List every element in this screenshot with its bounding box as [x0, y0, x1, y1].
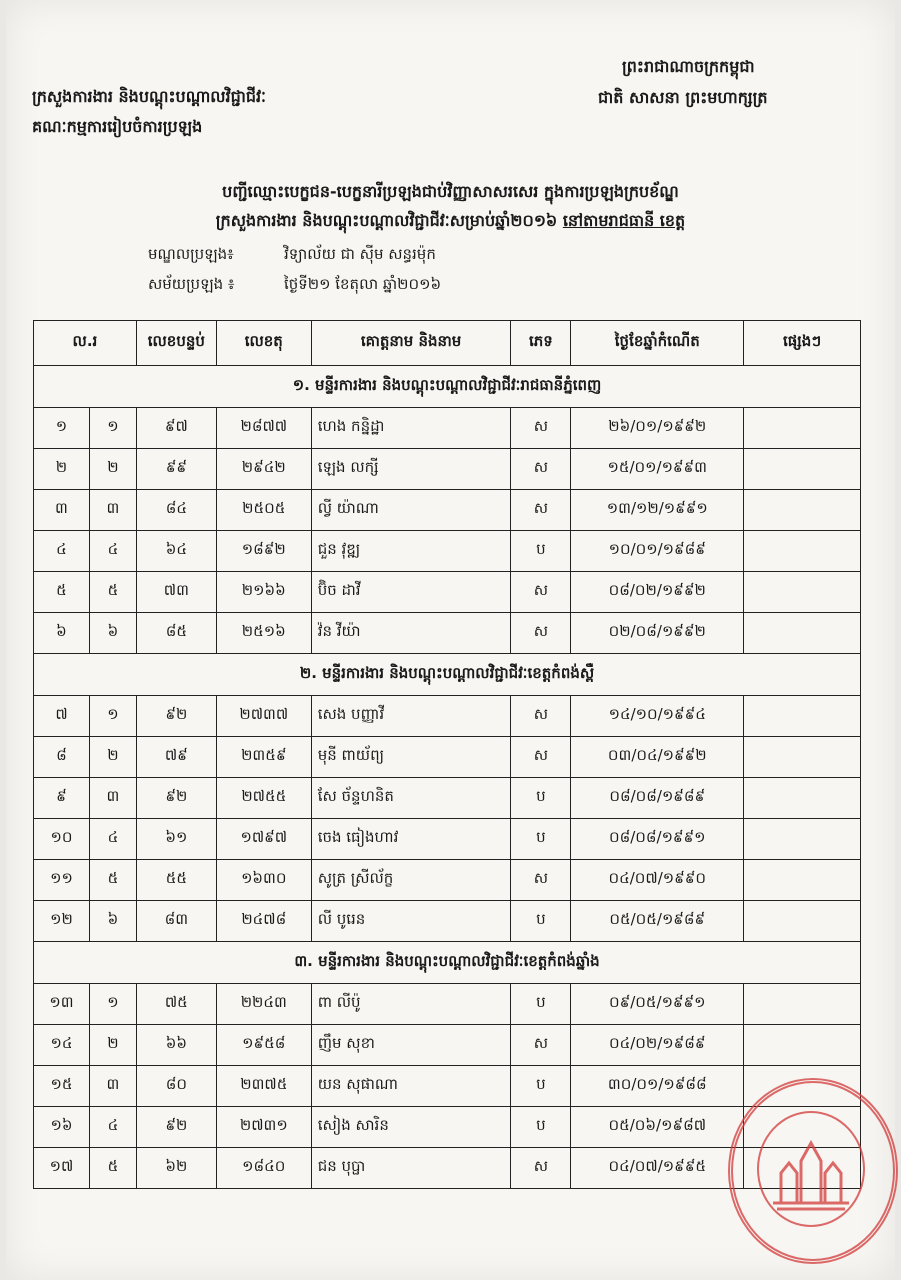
cell-dob: ៣០/០១/១៩៨៨ — [571, 1066, 744, 1107]
cell-dob: ០៤/០៧/១៩៩៥ — [571, 1148, 744, 1189]
cell-dob: ០៨/០៨/១៩៨៩ — [571, 778, 744, 819]
cell-section-no: ៣ — [89, 778, 136, 819]
table-row — [34, 490, 861, 531]
cell-room: ៧៩ — [136, 737, 216, 778]
cell-sex: ប — [511, 1066, 571, 1107]
cell-no: ៥ — [34, 572, 90, 613]
cell-room: ៧៥ — [136, 984, 216, 1025]
cell-no: ១៣ — [34, 984, 90, 1025]
cell-desk: ២១៦៦ — [216, 572, 311, 613]
section-row — [34, 942, 861, 984]
cell-no: ១០ — [34, 819, 90, 860]
cell-other — [744, 696, 861, 737]
cell-desk: ១៩៥៨ — [216, 1025, 311, 1066]
committee-name: គណៈកម្មការរៀបចំការប្រឡង — [32, 117, 203, 136]
exam-center-label: មណ្ឌលប្រឡង៖ — [148, 245, 234, 263]
table-row — [34, 531, 861, 572]
cell-name: ប៊ិច ដាវី — [311, 572, 511, 613]
exam-center-value: វិទ្យាល័យ ជា ស៊ីម សន្ធរម៉ុក — [284, 245, 436, 263]
cell-section-no: ៤ — [89, 819, 136, 860]
cell-dob: ០៩/០៥/១៩៩១ — [571, 984, 744, 1025]
cell-no: ៧ — [34, 696, 90, 737]
document-title: បញ្ជីឈ្មោះបេក្ខជន-បេក្ខនារីប្រឡងជាប់វិញ្ញាសាសរសេរ ក្នុងការប្រឡងក្របខ័ណ្ឌ — [222, 182, 679, 201]
cell-other — [744, 408, 861, 449]
cell-no: ១១ — [34, 860, 90, 901]
section-title: ៣. មន្ទីរការងារ និងបណ្តុះបណ្តាលវិជ្ជាជីវៈខេត្តកំពង់ឆ្នាំង — [34, 942, 861, 984]
cell-no: ១ — [34, 408, 90, 449]
table-row — [34, 449, 861, 490]
document-subtitle — [0, 210, 901, 234]
cell-sex: ស — [511, 408, 571, 449]
cell-no: ៦ — [34, 613, 90, 654]
subtitle-underlined: នៅតាមរាជធានី ខេត្ត — [562, 211, 686, 230]
cell-desk: ១៨៩២ — [216, 531, 311, 572]
cell-other — [744, 449, 861, 490]
cell-dob: ០៤/០២/១៩៨៩ — [571, 1025, 744, 1066]
cell-dob: ១៤/១០/១៩៩៤ — [571, 696, 744, 737]
cell-dob: ០៥/០៥/១៩៨៩ — [571, 901, 744, 942]
cell-section-no: ១ — [89, 696, 136, 737]
cell-name: មុនី ពាយ័ព្យ — [311, 737, 511, 778]
cell-dob: ១០/០១/១៩៨៩ — [571, 531, 744, 572]
cell-room: ៩៧ — [136, 408, 216, 449]
cell-room: ៦៦ — [136, 1025, 216, 1066]
cell-section-no: ៣ — [89, 490, 136, 531]
cell-name: ញឹម សុខា — [311, 1025, 511, 1066]
cell-sex: ស — [511, 1148, 571, 1189]
cell-section-no: ៥ — [89, 572, 136, 613]
section-title: ២. មន្ទីរការងារ និងបណ្តុះបណ្តាលវិជ្ជាជីវៈខេត្តកំពង់ស្ពឺ — [34, 654, 861, 696]
official-seal — [728, 1078, 898, 1264]
cell-no: ៣ — [34, 490, 90, 531]
cell-name: លី បូរេន — [311, 901, 511, 942]
cell-dob: ០៤/០៧/១៩៩០ — [571, 860, 744, 901]
cell-desk: ២៥០៥ — [216, 490, 311, 531]
cell-sex: ស — [511, 613, 571, 654]
col-header-other: ផ្សេងៗ — [744, 321, 861, 366]
cell-room: ៧៣ — [136, 572, 216, 613]
cell-sex: ប — [511, 778, 571, 819]
table-row — [34, 984, 861, 1025]
cell-no: ១៤ — [34, 1025, 90, 1066]
cell-sex: ស — [511, 1025, 571, 1066]
cell-desk: ២៣៥៩ — [216, 737, 311, 778]
cell-sex: ប — [511, 901, 571, 942]
cell-section-no: ៦ — [89, 613, 136, 654]
cell-room: ៥៥ — [136, 860, 216, 901]
cell-dob: ០៨/០២/១៩៩២ — [571, 572, 744, 613]
table-row — [34, 696, 861, 737]
cell-sex: ប — [511, 531, 571, 572]
cell-room: ៨៥ — [136, 613, 216, 654]
cell-room: ៦១ — [136, 819, 216, 860]
cell-sex: ស — [511, 860, 571, 901]
table-row — [34, 1025, 861, 1066]
cell-other — [744, 860, 861, 901]
table-header-row — [34, 321, 861, 366]
cell-dob: ១៥/០១/១៩៩៣ — [571, 449, 744, 490]
cell-other — [744, 490, 861, 531]
cell-sex: ស — [511, 696, 571, 737]
cell-desk: ២៩៤២ — [216, 449, 311, 490]
cell-section-no: ៤ — [89, 531, 136, 572]
cell-section-no: ៤ — [89, 1107, 136, 1148]
table-row — [34, 408, 861, 449]
exam-center — [148, 245, 436, 267]
col-header-sex: ភេទ — [511, 321, 571, 366]
cell-other — [744, 572, 861, 613]
section-row — [34, 654, 861, 696]
cell-desk: ២៥១៦ — [216, 613, 311, 654]
cell-section-no: ២ — [89, 737, 136, 778]
cell-other — [744, 737, 861, 778]
cell-no: ១៥ — [34, 1066, 90, 1107]
cell-sex: ប — [511, 984, 571, 1025]
cell-room: ៦៤ — [136, 531, 216, 572]
cell-name: ល្វី យ៉ាណា — [311, 490, 511, 531]
cell-name: សូត្រ ស្រីល័ក្ខ — [311, 860, 511, 901]
col-header-no: ល.រ — [34, 321, 137, 366]
cell-desk: ២៧៣១ — [216, 1107, 311, 1148]
col-header-desk: លេខតុ — [216, 321, 311, 366]
ministry-name: ក្រសួងការងារ និងបណ្តុះបណ្តាលវិជ្ជាជីវៈ — [32, 87, 266, 106]
cell-no: ១២ — [34, 901, 90, 942]
cell-other — [744, 613, 861, 654]
cell-section-no: ១ — [89, 408, 136, 449]
cell-section-no: ៥ — [89, 860, 136, 901]
cell-desk: ១៧៩៧ — [216, 819, 311, 860]
cell-section-no: ២ — [89, 1025, 136, 1066]
table-row — [34, 572, 861, 613]
cell-dob: ២៦/០១/១៩៩២ — [571, 408, 744, 449]
cell-desk: ១៦៣០ — [216, 860, 311, 901]
cell-sex: ប — [511, 819, 571, 860]
table-row — [34, 1066, 861, 1107]
cell-room: ៦២ — [136, 1148, 216, 1189]
cell-name: សេង បញ្ញាវី — [311, 696, 511, 737]
cell-other — [744, 531, 861, 572]
cell-name: សែ ច័ន្ទហនិត — [311, 778, 511, 819]
cell-desk: ២២៤៣ — [216, 984, 311, 1025]
cell-name: សៀង សារិន — [311, 1107, 511, 1148]
cell-desk: ២៧៥៥ — [216, 778, 311, 819]
cell-name: ហេង កន្និដ្ឋា — [311, 408, 511, 449]
cell-no: ១៦ — [34, 1107, 90, 1148]
cell-sex: ប — [511, 1107, 571, 1148]
seal-icon — [763, 1123, 859, 1213]
cell-desk: ២៤៧៨ — [216, 901, 311, 942]
cell-section-no: ៣ — [89, 1066, 136, 1107]
cell-room: ៩២ — [136, 1107, 216, 1148]
cell-no: ៨ — [34, 737, 90, 778]
cell-name: ឡេង លក្សី — [311, 449, 511, 490]
cell-section-no: ៥ — [89, 1148, 136, 1189]
cell-section-no: ១ — [89, 984, 136, 1025]
cell-dob: ០៣/០៤/១៩៩២ — [571, 737, 744, 778]
cell-no: ២ — [34, 449, 90, 490]
cell-dob: ១៣/១២/១៩៩១ — [571, 490, 744, 531]
cell-desk: ២៣៧៥ — [216, 1066, 311, 1107]
table-row — [34, 860, 861, 901]
exam-session-value: ថ្ងៃទី២១ ខែតុលា ឆ្នាំ២០១៦ — [284, 275, 442, 293]
col-header-name: គោត្តនាម និងនាម — [311, 321, 511, 366]
cell-no: ៤ — [34, 531, 90, 572]
cell-desk: ១៨៤០ — [216, 1148, 311, 1189]
cell-sex: ស — [511, 572, 571, 613]
table-row — [34, 737, 861, 778]
cell-name: ចេង ធៀងហាវ — [311, 819, 511, 860]
subtitle-main: ក្រសួងការងារ និងបណ្តុះបណ្តាលវិជ្ជាជីវៈសម្រាប់ឆ្នាំ២០១៦ — [215, 211, 558, 230]
exam-session — [148, 275, 441, 297]
cell-room: ៩២ — [136, 778, 216, 819]
table-row — [34, 901, 861, 942]
cell-name: ជួន វុឌ្ឍ — [311, 531, 511, 572]
table-body — [34, 366, 861, 1189]
col-header-dob: ថ្ងៃខែឆ្នាំកំណើត — [571, 321, 744, 366]
cell-dob: ០២/០៨/១៩៩២ — [571, 613, 744, 654]
cell-section-no: ២ — [89, 449, 136, 490]
cell-no: ៩ — [34, 778, 90, 819]
cell-room: ៨៣ — [136, 901, 216, 942]
cell-room: ៩២ — [136, 696, 216, 737]
cell-room: ៨០ — [136, 1066, 216, 1107]
national-motto: ជាតិ សាសនា ព្រះមហាក្សត្រ — [598, 88, 768, 107]
cell-name: ពា លីប៉ូ — [311, 984, 511, 1025]
cell-no: ១៧ — [34, 1148, 90, 1189]
cell-name: ជន បុប្ផា — [311, 1148, 511, 1189]
cell-sex: ស — [511, 449, 571, 490]
cell-desk: ២៨៧៧ — [216, 408, 311, 449]
cell-name: យន សុផាណា — [311, 1066, 511, 1107]
table-row — [34, 778, 861, 819]
cell-name: វ៉ន វីយ៉ា — [311, 613, 511, 654]
cell-room: ៨៤ — [136, 490, 216, 531]
cell-dob: ០៥/០៦/១៩៨៧ — [571, 1107, 744, 1148]
col-header-room: លេខបន្ទប់ — [136, 321, 216, 366]
section-title: ១. មន្ទីរការងារ និងបណ្តុះបណ្តាលវិជ្ជាជីវៈរាជធានីភ្នំពេញ — [34, 366, 861, 408]
exam-session-label: សម័យប្រឡង ៖ — [148, 275, 235, 293]
cell-dob: ០៨/០៨/១៩៩១ — [571, 819, 744, 860]
table-row — [34, 613, 861, 654]
cell-sex: ស — [511, 737, 571, 778]
cell-section-no: ៦ — [89, 901, 136, 942]
cell-room: ៩៩ — [136, 449, 216, 490]
cell-desk: ២៧៣៧ — [216, 696, 311, 737]
cell-other — [744, 901, 861, 942]
cell-sex: ស — [511, 490, 571, 531]
cell-other — [744, 984, 861, 1025]
cell-other — [744, 1025, 861, 1066]
cell-other — [744, 819, 861, 860]
kingdom-name: ព្រះរាជាណាចក្រកម្ពុជា — [622, 57, 755, 76]
section-row — [34, 366, 861, 408]
table-row — [34, 819, 861, 860]
candidate-table — [33, 320, 861, 1189]
cell-other — [744, 778, 861, 819]
